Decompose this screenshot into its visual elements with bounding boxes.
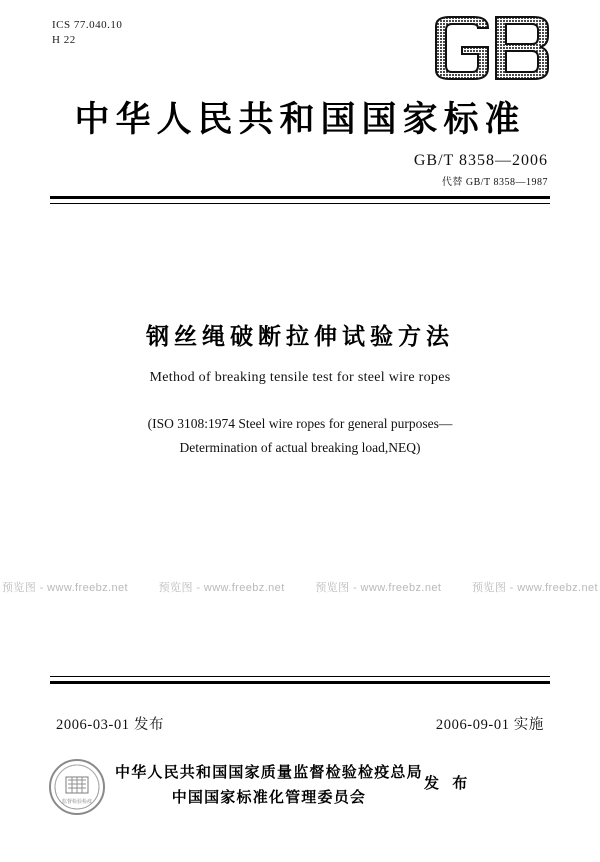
watermark-item: 预览图 - www.freebz.net: [472, 582, 598, 594]
header-rule-thick: [50, 196, 550, 199]
publish-label: 发 布: [424, 774, 472, 792]
standard-replaces: 代替 GB/T 8358—1987: [441, 177, 548, 188]
issuer-line-1: 中华人民共和国国家质量监督检验检疫总局: [115, 763, 423, 781]
watermark-item: 预览图 - www.freebz.net: [315, 582, 442, 594]
document-title-en: Method of breaking tensile test for steel wire ropes: [149, 370, 451, 385]
gb-emblem-icon: [434, 14, 552, 82]
effective-date: 2006-09-01 实施: [435, 717, 544, 733]
issuing-bodies: [115, 760, 423, 810]
source-note-line-2: Determination of actual breaking load,NEQ): [179, 440, 421, 455]
header-rule-thin: [50, 203, 550, 204]
standard-number: GB/T 8358—2006: [413, 152, 548, 169]
ics-block: [52, 18, 122, 48]
document-title-cn: 钢丝绳破断拉伸试验方法: [146, 324, 454, 350]
national-standard-heading: 中华人民共和国国家标准: [74, 100, 526, 140]
svg-text:监督检验检疫: 监督检验检疫: [61, 799, 93, 805]
ics-code: ICS 77.040.10: [52, 19, 123, 31]
issue-date: 2006-03-01 发布: [56, 717, 165, 733]
classification-code: H 22: [52, 34, 76, 46]
watermark-item: 预览图 - www.freebz.net: [2, 582, 128, 594]
watermark-row: [0, 578, 600, 596]
source-note-line-1: (ISO 3108:1974 Steel wire ropes for general purposes—: [147, 416, 453, 431]
official-seal-icon: [48, 758, 106, 816]
document-source-note: [0, 412, 600, 460]
footer-rule-thin: [50, 676, 550, 677]
watermark-item: 预览图 - www.freebz.net: [158, 582, 285, 594]
standard-number-block: [414, 152, 548, 188]
footer-rule-thick: [50, 681, 550, 684]
issuer-line-2: 中国国家标准化管理委员会: [171, 788, 367, 806]
